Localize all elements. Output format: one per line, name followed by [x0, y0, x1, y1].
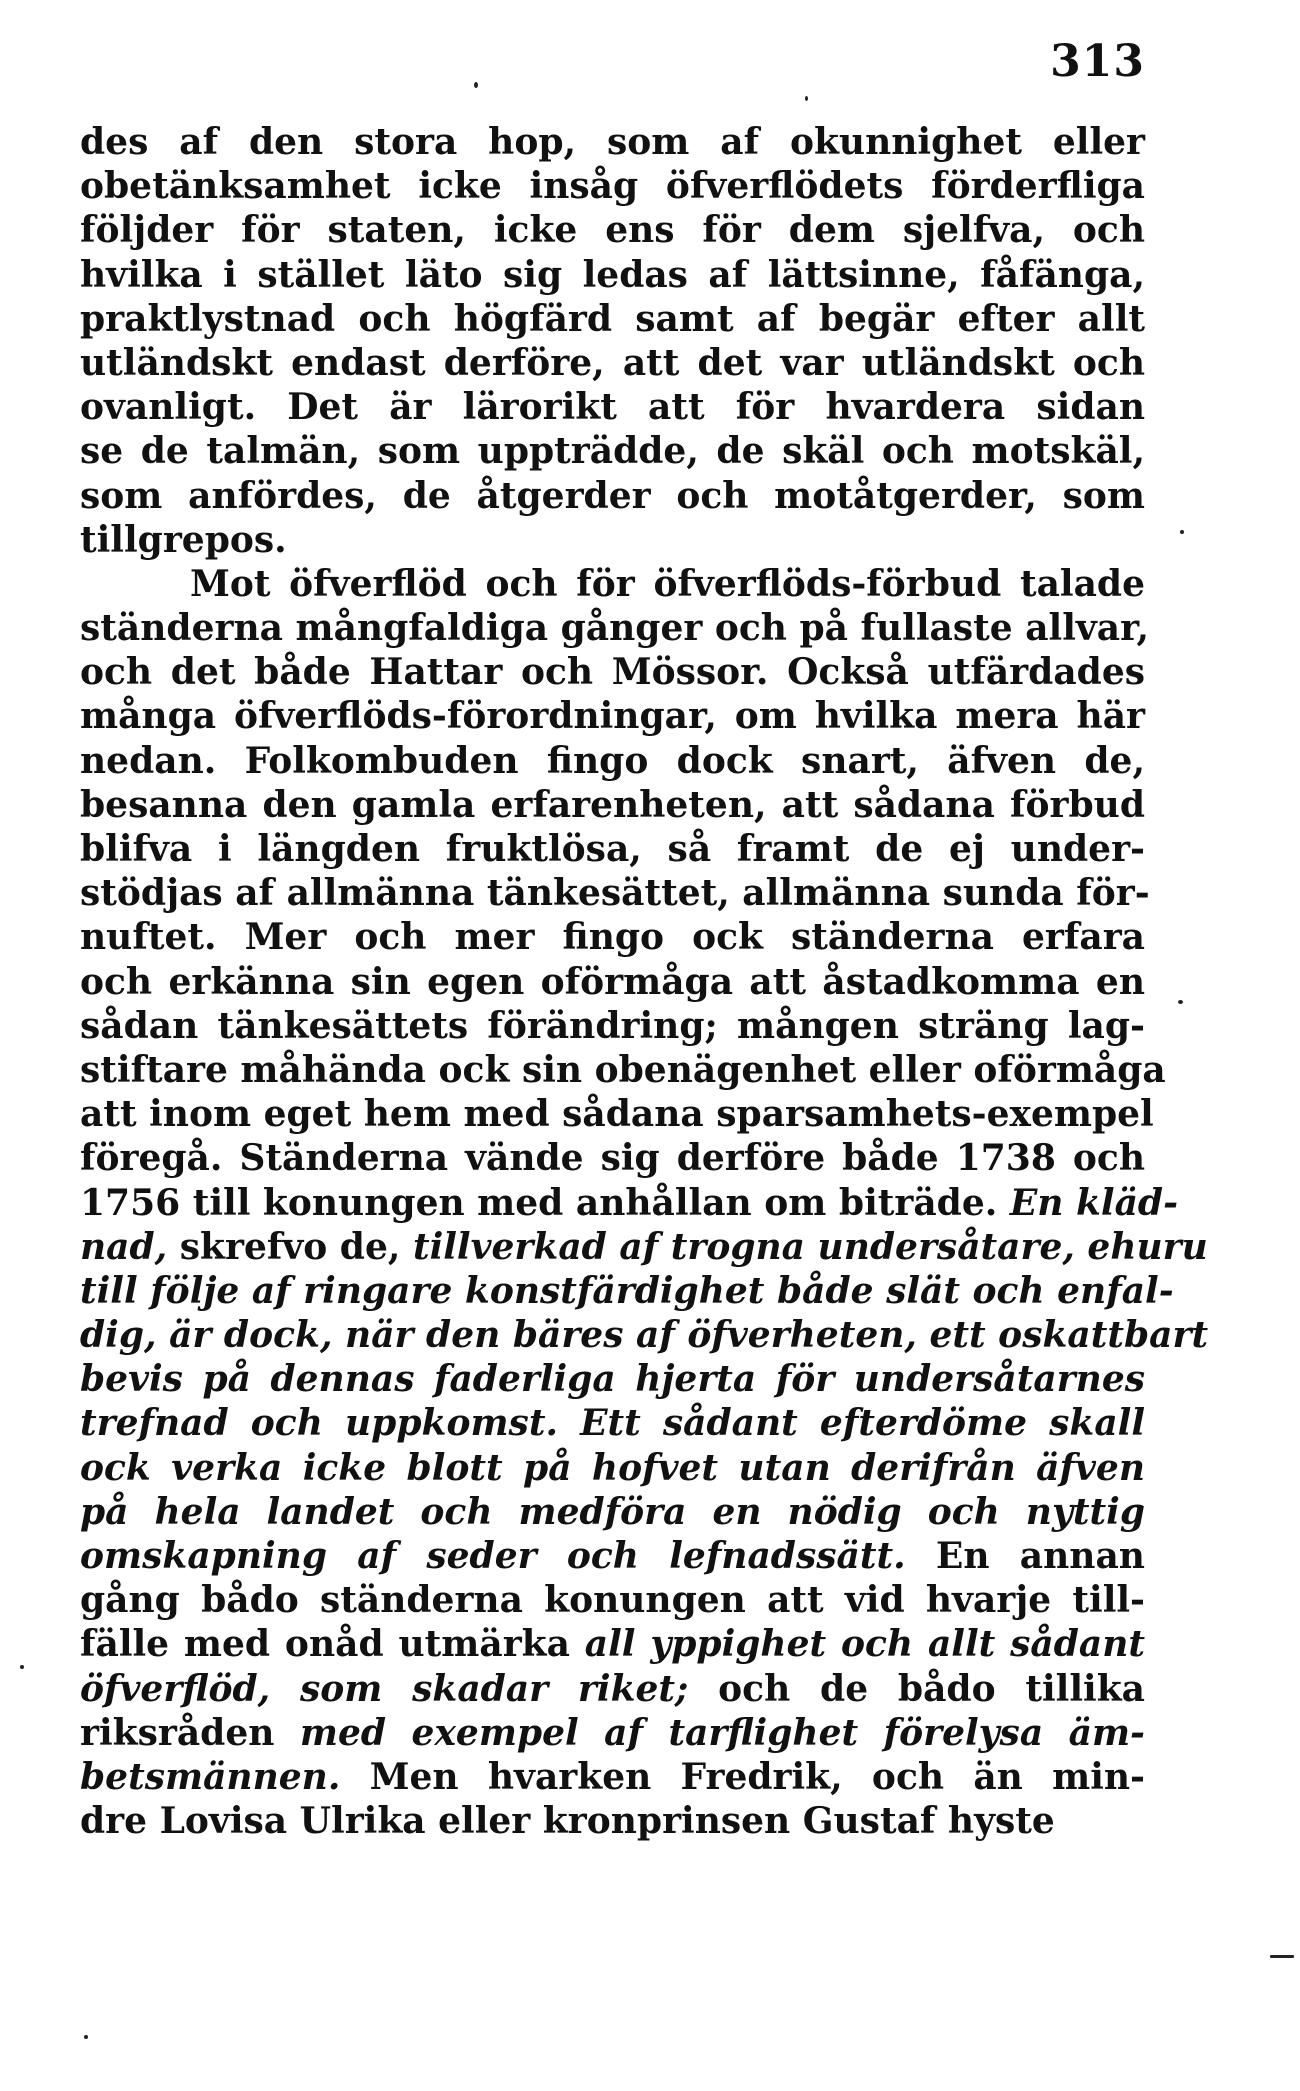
text-line: som anfördes, de åtgerder och motåtgerder, som: [80, 474, 1145, 517]
text-segment: En annan: [935, 1535, 1145, 1577]
italic-segment: omskapning af seder och lefnadssätt.: [80, 1535, 906, 1577]
italic-segment: bevis på dennas faderliga hjerta för undersåtarnes: [80, 1358, 1145, 1401]
italic-segment: En kläd-: [1009, 1181, 1179, 1224]
text-line: nuftet. Mer och mer fingo ock ständerna erfara: [80, 916, 1145, 959]
text-line: [80, 1711, 1145, 1755]
italic-segment: all yppighet och allt sådant: [584, 1623, 1145, 1666]
text-segment: fälle med onåd utmärka: [80, 1623, 570, 1666]
page-number: 313: [1050, 36, 1145, 87]
text-line: [80, 1401, 1145, 1445]
scan-speck: [20, 1665, 24, 1669]
text-line: att inom eget hem med sådana sparsamhets-exempel: [80, 1093, 1154, 1136]
italic-segment: betsmännen.: [80, 1755, 341, 1798]
text-line: ovanligt. Det är lärorikt att för hvardera sidan: [80, 386, 1145, 429]
italic-segment: är dock, när den bäres af öfverheten, ett oskattbart: [169, 1314, 1209, 1357]
text-line: [80, 1755, 1145, 1799]
italic-segment: öfverflöd, som skadar riket;: [80, 1667, 689, 1710]
text-segment: skrefvo de,: [179, 1225, 401, 1268]
italic-segment: dig,: [80, 1314, 157, 1357]
text-segment: riksråden: [80, 1711, 275, 1754]
italic-segment: ock verka icke blott på hofvet utan derifrån äfven: [80, 1446, 1145, 1489]
text-line: nedan. Folkombuden fingo dock snart, äfven de,: [80, 739, 1145, 782]
text-line: se de talmän, som uppträdde, de skäl och motskäl,: [80, 430, 1145, 473]
scan-speck: [1270, 1955, 1294, 1958]
text-line: Mot öfverflöd och för öfverflöds-förbud talade: [190, 562, 1145, 605]
italic-segment: Ett sådant efterdöme skall: [580, 1402, 1145, 1445]
italic-segment: till följe af ringare konstfärdighet både slät och enfal-: [80, 1269, 1174, 1312]
text-line: obetänksamhet icke insåg öfverflödets förderfliga: [80, 165, 1145, 208]
text-line: [80, 1313, 1209, 1357]
text-line: [80, 1225, 1208, 1269]
text-line: utländskt endast derföre, att det var utländskt och: [80, 341, 1145, 384]
text-line: och det både Hattar och Mössor. Också utfärdades: [80, 651, 1145, 694]
text-line: blifva i längden fruktlösa, så framt de ej under-: [80, 828, 1145, 870]
text-line: tillgrepos.: [80, 518, 287, 561]
text-line: [80, 1269, 1174, 1313]
italic-segment: nad,: [80, 1225, 168, 1268]
text-line: [80, 1357, 1145, 1401]
text-line: stödjas af allmänna tänkesättet, allmänna sunda för-: [80, 872, 1150, 915]
italic-segment: på hela landet och medföra en nödig och nyttig: [80, 1490, 1145, 1533]
text-line: ständerna mångfaldiga gånger och på fullaste allvar,: [80, 607, 1149, 650]
text-line: stiftare måhända ock sin obenägenhet eller oförmåga: [80, 1048, 1166, 1091]
text-line: [80, 1622, 1145, 1666]
text-line: [80, 1490, 1145, 1534]
scan-speck: [1178, 1000, 1183, 1004]
text-segment: Men hvarken Fredrik, och än min-: [369, 1755, 1145, 1798]
scan-speck: [1180, 530, 1184, 534]
text-line: [80, 1534, 1145, 1578]
text-line: [80, 1181, 1179, 1225]
text-line: [80, 1667, 1145, 1711]
scan-speck: [805, 96, 808, 101]
text-line: gång bådo ständerna konungen att vid hvarje till-: [80, 1579, 1145, 1622]
text-line: hvilka i stället läto sig ledas af lättsinne, fåfänga,: [80, 253, 1145, 296]
italic-segment: med exempel af tarflighet förelysa äm-: [299, 1711, 1145, 1754]
text-line: besanna den gamla erfarenheten, att sådana förbud: [80, 783, 1145, 826]
scan-speck: [84, 2035, 88, 2039]
scan-speck: [474, 82, 478, 88]
text-line: praktlystnad och högfärd samt af begär efter allt: [80, 297, 1145, 340]
body-text: [80, 120, 1209, 1843]
text-line: des af den stora hop, som af okunnighet eller: [80, 121, 1145, 163]
text-segment: och de bådo tillika: [718, 1667, 1145, 1710]
text-line: dre Lovisa Ulrika eller kronprinsen Gustaf hyste: [80, 1800, 1055, 1843]
italic-segment: trefnad och uppkomst.: [80, 1402, 558, 1445]
text-line: följder för staten, icke ens för dem sjelfva, och: [80, 209, 1145, 252]
text-line: sådan tänkesättets förändring; mången sträng lag-: [80, 1004, 1145, 1047]
text-line: och erkänna sin egen oförmåga att åstadkomma en: [80, 960, 1145, 1003]
text-line: [80, 1446, 1145, 1490]
italic-segment: tillverkad af trogna undersåtare, ehuru: [412, 1225, 1208, 1268]
text-segment: 1756 till konungen med anhållan om biträde.: [80, 1181, 998, 1224]
text-line: föregå. Ständerna vände sig derföre både 1738 och: [80, 1137, 1145, 1180]
text-line: många öfverflöds-förordningar, om hvilka mera här: [80, 695, 1145, 738]
